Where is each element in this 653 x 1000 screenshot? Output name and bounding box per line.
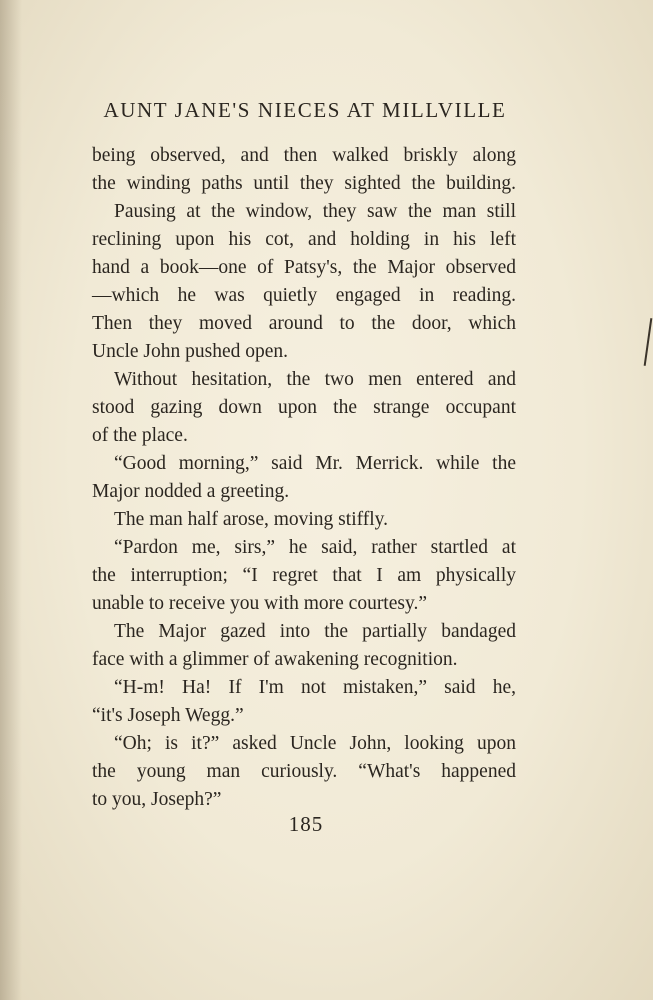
running-head: AUNT JANE'S NIECES AT MILLVILLE [103,98,507,122]
paragraph-first-line: The Major gazed into the partially bandaged [114,621,516,642]
text-line: the winding paths until they sighted the building. [92,173,516,194]
text-line: stood gazing down upon the strange occupant [92,397,516,418]
text-line: —which he was quietly engaged in reading. [92,285,516,306]
paragraph-first-line: “Pardon me, sirs,” he said, rather startled at [114,537,516,558]
page-edge-mark [644,318,653,366]
text-line: Then they moved around to the door, which [92,313,516,334]
text-line: hand a book—one of Patsy's, the Major observed [92,257,516,278]
text-line: Uncle John pushed open. [92,341,289,362]
text-line: “it's Joseph Wegg.” [92,705,244,726]
paragraph-first-line: “H-m! Ha! If I'm not mistaken,” said he, [114,677,516,698]
text-line: the interruption; “I regret that I am physically [92,565,516,586]
page-number: 185 [288,812,324,836]
text-line: face with a glimmer of awakening recognition. [92,649,458,670]
text-line: being observed, and then walked briskly along [92,145,516,166]
paragraph-first-line: Pausing at the window, they saw the man still [114,201,516,222]
text-line: reclining upon his cot, and holding in his left [92,229,516,250]
paragraph-first-line: “Good morning,” said Mr. Merrick. while the [114,453,516,474]
text-line: unable to receive you with more courtesy.” [92,593,427,614]
paragraph-first-line: “Oh; is it?” asked Uncle John, looking upon [114,733,516,754]
text-line: of the place. [92,425,188,446]
text-line: Major nodded a greeting. [92,481,290,502]
text-line: the young man curiously. “What's happened [92,761,516,782]
paragraph-first-line: Without hesitation, the two men entered and [114,369,516,390]
text-line: to you, Joseph?” [92,789,222,810]
page-gutter-shadow [0,0,22,1000]
paragraph-first-line: The man half arose, moving stiffly. [114,509,389,530]
